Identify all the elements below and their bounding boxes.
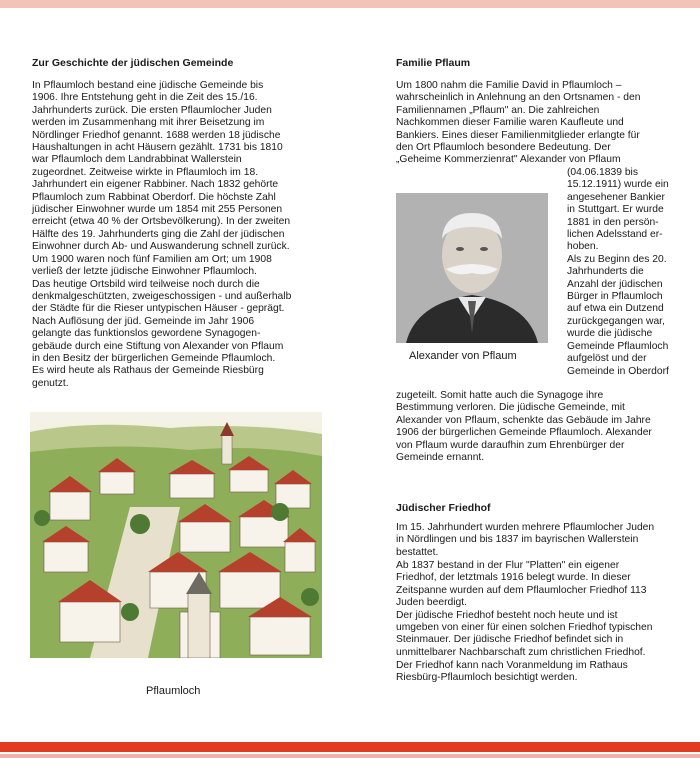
cemetery-paragraph-1: Im 15. Jahrhundert wurden mehrere Pflaumlocher Juden in Nördlingen und bis 1837 im bayrischen Wallerstein bestattet.: [396, 522, 655, 558]
village-caption: Pflaumloch: [146, 685, 201, 697]
cemetery-heading: Jüdischer Friedhof: [396, 502, 491, 514]
family-heading: Familie Pflaum: [396, 57, 471, 69]
village-illustration: [30, 412, 322, 658]
portrait-caption: Alexander von Pflaum: [409, 350, 517, 362]
bottom-border-line: [0, 754, 700, 758]
history-paragraph: In Pflaumloch bestand eine jüdische Gemeinde bis 1906. Ihre Entstehung geht in die Zeit des 15./16. Jahrhunderts zurück. Die ersten Pflaumlocher Juden werden im Zusammenhang mit ihrer Beisetzung im Nördlinger Friedhof genannt. 1688 werden 18 jüdische Haushaltungen in acht Häusern gezählt. 1731 bis 1810 war Pflaumloch dem Landrabbinat Wallerstein zugeordnet. Zeitweise wirkte in Pflaumloch im 18. Jahrhundert ein eigener Rabbiner. Nach 1832 gehörte Pflaumloch zum Rabbinat Oberdorf. Die höchste Zahl jüdischer Einwohner wurde um 1854 mit 255 Personen erreicht (etwa 40 % der Ortsbevölkerung). In der zweiten Hälfte des 19. Jahrhunderts ging die Zahl der jüdischen Einwohner durch Ab- und Auswanderung schnell zurück. Um 1900 waren noch fünf Familien am Ort; um 1908 verließ der letzte jüdische Einwohner Pflaumloch. Das heutige Ortsbild wird teilweise noch durch die denkmalgeschützten, zweigeschossigen - und außerhalb der Städte für die Rieser untypischen Häuser - geprägt. Nach Auflösung der jüd. Gemeinde im Jahr 1906 gelangte das funktionslos gewordene Synagogen- gebäude durch eine Stiftung von Alexander von Pflaum in den Besitz der bürgerlichen Gemeinde Pflaumloch. Es wird heute als Rathaus der Gemeinde Riesbürg genutzt.: [32, 80, 292, 389]
history-heading: Zur Geschichte der jüdischen Gemeinde: [32, 57, 234, 69]
cemetery-paragraph-3: Der Friedhof kann nach Voranmeldung im Rathaus Riesbürg-Pflaumloch besichtigt werden.: [396, 660, 628, 684]
bottom-border: [0, 742, 700, 752]
cemetery-paragraph-2: Ab 1837 bestand in der Flur "Platten" ein eigener Friedhof, der letztmals 1916 belegt wurde. In dieser Zeitspanne wurden auf dem Pflaumlocher Friedhof 113 Juden beerdigt. Der jüdische Friedhof besteht noch heute und ist umgeben von einer für einen solchen Friedhof typischen Steinmauer. Der jüdische Friedhof befindet sich in unmittelbarer Nachbarschaft zum christlichen Friedhof.: [396, 560, 653, 658]
portrait-photo: [396, 193, 548, 343]
family-side-text: (04.06.1839 bis 15.12.1911) wurde ein angesehener Bankier in Stuttgart. Er wurde 1881 in den persön- lichen Adelsstand er- hoben. Als zu Beginn des 20. Jahrhunderts die Anzahl der jüdischen Bürger in Pflaumloch auf etwa ein Dutzend zurückgegangen war, wurde die jüdische Gemeinde Pflaumloch aufgelöst und der Gemeinde in Oberdorf: [567, 167, 669, 377]
family-continued: zugeteilt. Somit hatte auch die Synagoge ihre Bestimmung verloren. Die jüdische Gemeinde, mit Alexander von Pflaum, schenkte das Gebäude im Jahre 1906 der bürgerlichen Gemeinde Pflaumloch. Alexander von Pflaum wurde daraufhin zum Ehrenbürger der Gemeinde ernannt.: [396, 390, 652, 464]
family-intro: Um 1800 nahm die Familie David in Pflaumloch – wahrscheinlich in Anlehnung an den Ortsnamen - den Familiennamen „Pflaum" an. Die zahlreichen Nachkommen dieser Familie waren Kaufleute und Bankiers. Eines dieser Familienmitglieder erlangte für den Ort Pflaumloch besondere Bedeutung. Der „Geheime Kommerzienrat" Alexander von Pflaum: [396, 80, 641, 166]
top-border: [0, 0, 700, 8]
